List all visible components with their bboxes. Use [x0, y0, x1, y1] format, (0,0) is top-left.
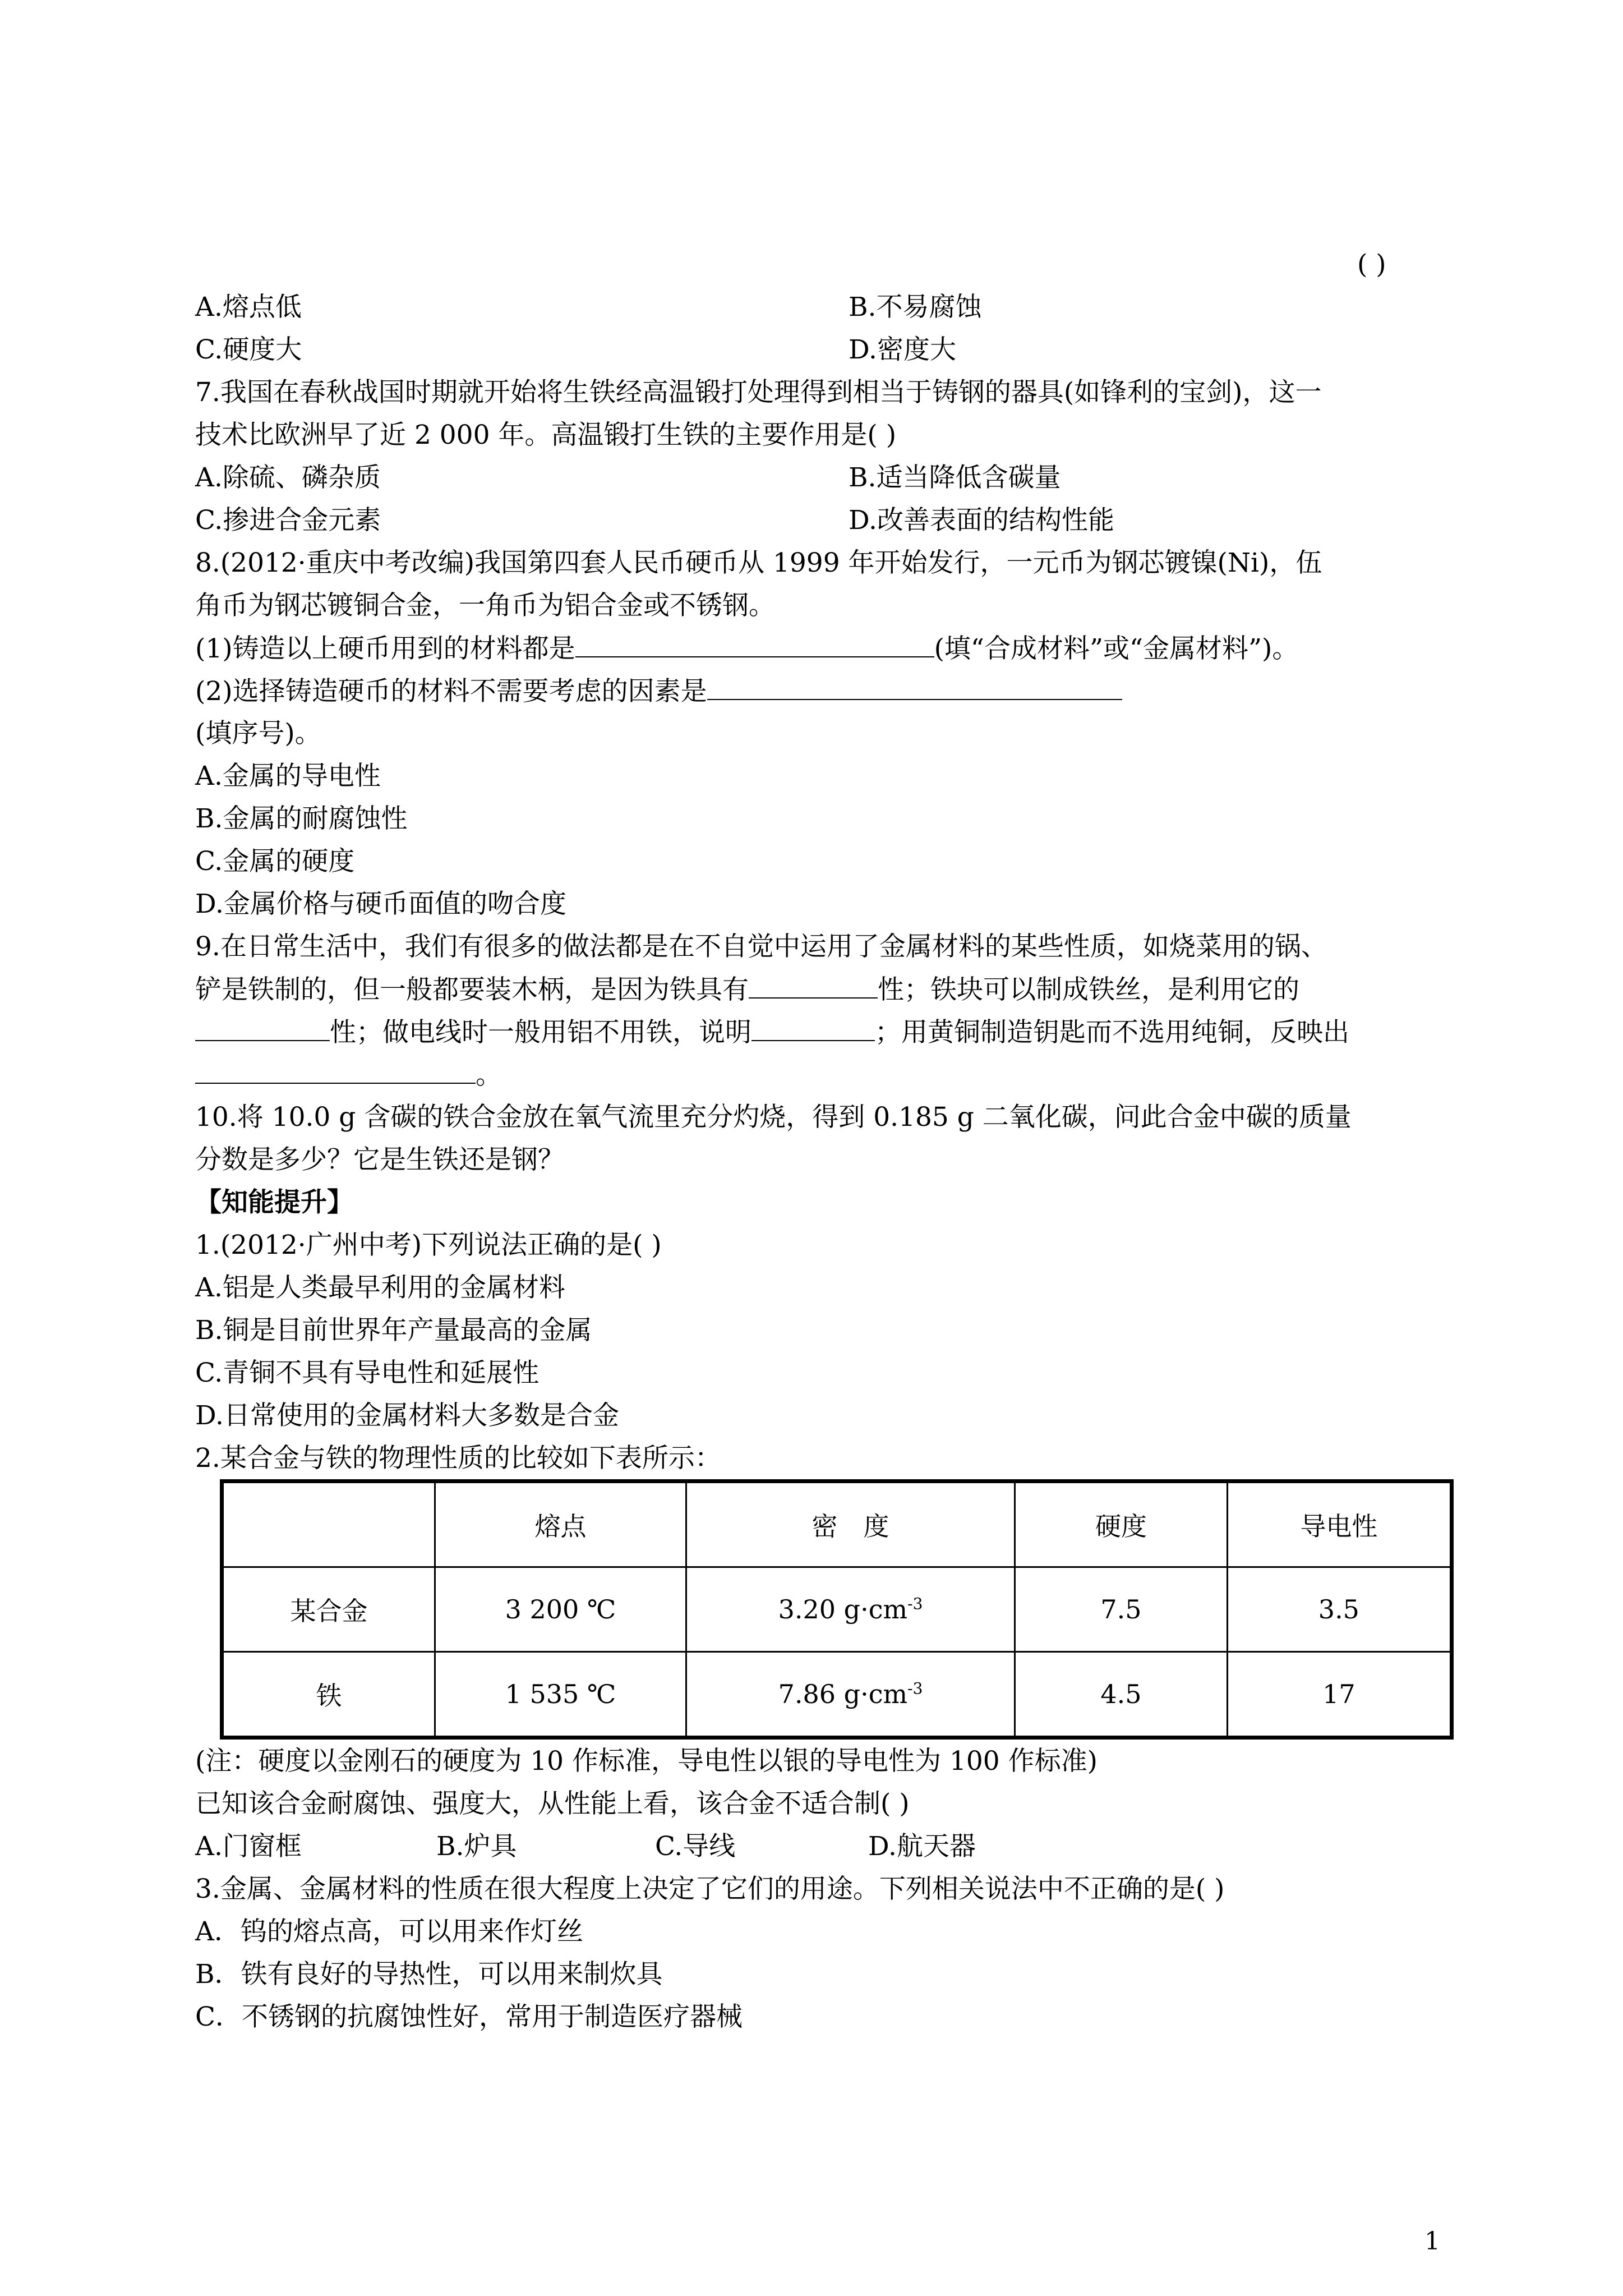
q8-option-c: C.金属的硬度	[195, 846, 355, 877]
table-cell-name: 铁	[222, 1652, 435, 1738]
property-table	[220, 1479, 1454, 1740]
p2-ask: 已知该合金耐腐蚀、强度大，从性能上看，该合金不适合制( )	[195, 1788, 910, 1819]
p1-option-d: D.日常使用的金属材料大多数是合金	[195, 1400, 619, 1431]
q8-sub2-text: (2)选择铸造硬币的材料不需要考虑的因素是	[195, 676, 707, 707]
q8-sub2-hint: (填序号)。	[195, 718, 321, 749]
p1-option-c: C.青铜不具有导电性和延展性	[195, 1358, 540, 1388]
q9-line3-text: 性；做电线时一般用铝不用铁，说明	[330, 1017, 751, 1048]
q9-line4	[195, 1058, 502, 1092]
q8-option-b: B.金属的耐腐蚀性	[195, 803, 408, 834]
q8-sub2	[195, 674, 1122, 708]
table-cell-density	[686, 1652, 1015, 1738]
table-cell-name: 某合金	[222, 1567, 435, 1652]
q6-options-row1	[195, 291, 982, 324]
page-number: 1	[1424, 2227, 1440, 2256]
q6-option-b: B.不易腐蚀	[849, 292, 982, 323]
p3-option-a: A．钨的熔点高，可以用来作灯丝	[195, 1916, 583, 1947]
density-value: 7.86 g·cm	[778, 1679, 908, 1709]
q7-options-row2	[195, 504, 1114, 537]
p2-option-d: D.航天器	[868, 1831, 976, 1862]
q8-stem-line2: 角币为钢芯镀铜合金，一角币为铝合金或不锈钢。	[195, 590, 775, 621]
answer-blank[interactable]	[749, 973, 878, 999]
q8-stem-line1: 8.(2012·重庆中考改编)我国第四套人民币硬币从 1999 年开始发行，一元币为钢芯镀镍(Ni)，伍	[195, 547, 1322, 578]
q7-stem-line1: 7.我国在春秋战国时期就开始将生铁经高温锻打处理得到相当于铸钢的器具(如锋利的宝剑)，这一	[195, 377, 1322, 408]
q6-option-c: C.硬度大	[195, 334, 302, 365]
table-header-cell: 密 度	[686, 1481, 1015, 1567]
q9-line2-text: 铲是铁制的，但一般都要装木柄，是因为铁具有	[195, 974, 749, 1005]
q6-option-d: D.密度大	[849, 334, 956, 365]
q9-line3-text-end: ；用黄铜制造钥匙而不选用纯铜，反映出	[875, 1017, 1349, 1048]
table-header-cell: 熔点	[435, 1481, 686, 1567]
p2-option-c: C.导线	[655, 1831, 736, 1862]
q9-line1: 9.在日常生活中，我们有很多的做法都是在不自觉中运用了金属材料的某些性质，如烧菜用的锅、	[195, 931, 1327, 962]
q9-line2-text-end: 性；铁块可以制成铁丝，是利用它的	[878, 974, 1299, 1005]
q9-line3	[195, 1015, 1349, 1050]
q6-option-a: A.熔点低	[195, 292, 302, 323]
table-cell-melting: 1 535 ℃	[435, 1652, 686, 1738]
table-cell-conductivity: 17	[1227, 1652, 1451, 1738]
q8-sub1	[195, 632, 1298, 666]
table-cell-density	[686, 1567, 1015, 1652]
table-row	[222, 1567, 1452, 1652]
table-header-cell: 硬度	[1015, 1481, 1228, 1567]
p1-option-a: A.铝是人类最早利用的金属材料	[195, 1272, 565, 1303]
p3-option-c: C．不锈钢的抗腐蚀性好，常用于制造医疗器械	[195, 2001, 743, 2032]
q8-sub1-text: (1)铸造以上硬币用到的材料都是	[195, 633, 575, 664]
q7-stem-line2: 技术比欧洲早了近 2 000 年。高温锻打生铁的主要作用是( )	[195, 420, 897, 450]
density-exponent: -3	[907, 1594, 923, 1613]
q6-options-row2	[195, 333, 956, 367]
p3-option-b: B．铁有良好的导热性，可以用来制炊具	[195, 1959, 663, 1990]
answer-blank[interactable]	[195, 1015, 330, 1041]
p2-option-a: A.门窗框	[195, 1831, 302, 1862]
q8-sub1-hint: (填“合成材料”或“金属材料”)。	[934, 633, 1299, 664]
p3-stem: 3.金属、金属材料的性质在很大程度上决定了它们的用途。下列相关说法中不正确的是( )	[195, 1874, 1225, 1904]
p2-note: (注：硬度以金刚石的硬度为 10 作标准，导电性以银的导电性为 100 作标准)	[195, 1746, 1098, 1777]
q9-line2	[195, 973, 1299, 1007]
p2-options	[195, 1830, 976, 1864]
table-cell-hardness: 7.5	[1015, 1567, 1228, 1652]
table-cell-hardness: 4.5	[1015, 1652, 1228, 1738]
q8-option-d: D.金属价格与硬币面值的吻合度	[195, 889, 566, 919]
table-header-row	[222, 1481, 1452, 1567]
density-value: 3.20 g·cm	[778, 1594, 908, 1625]
q7-option-c: C.掺进合金元素	[195, 505, 381, 536]
q9-line4-end: 。	[476, 1060, 502, 1091]
table-header-cell	[222, 1481, 435, 1567]
answer-paren: ( )	[1357, 249, 1386, 280]
table-cell-conductivity: 3.5	[1227, 1567, 1451, 1652]
answer-blank[interactable]	[575, 632, 934, 657]
p1-stem: 1.(2012·广州中考)下列说法正确的是( )	[195, 1230, 662, 1260]
answer-blank[interactable]	[707, 674, 1122, 700]
p1-option-b: B.铜是目前世界年产量最高的金属	[195, 1315, 592, 1346]
q7-options-row1	[195, 461, 1061, 495]
table-row	[222, 1652, 1452, 1738]
table-cell-melting: 3 200 ℃	[435, 1567, 686, 1652]
q10-line2: 分数是多少？它是生铁还是钢？	[195, 1144, 564, 1175]
q8-option-a: A.金属的导电性	[195, 761, 381, 792]
q7-option-b: B.适当降低含碳量	[849, 462, 1061, 493]
density-exponent: -3	[907, 1679, 923, 1698]
table-header-cell: 导电性	[1227, 1481, 1451, 1567]
p2-stem: 2.某合金与铁的物理性质的比较如下表所示：	[195, 1443, 721, 1474]
q7-option-a: A.除硫、磷杂质	[195, 462, 381, 493]
q10-line1: 10.将 10.0 g 含碳的铁合金放在氧气流里充分灼烧，得到 0.185 g 二氧化碳，问此合金中碳的质量	[195, 1102, 1352, 1133]
answer-blank[interactable]	[751, 1015, 875, 1041]
answer-blank[interactable]	[195, 1058, 476, 1084]
p2-option-b: B.炉具	[436, 1831, 517, 1862]
q7-option-d: D.改善表面的结构性能	[849, 505, 1114, 536]
section-title: 【知能提升】	[195, 1187, 353, 1218]
